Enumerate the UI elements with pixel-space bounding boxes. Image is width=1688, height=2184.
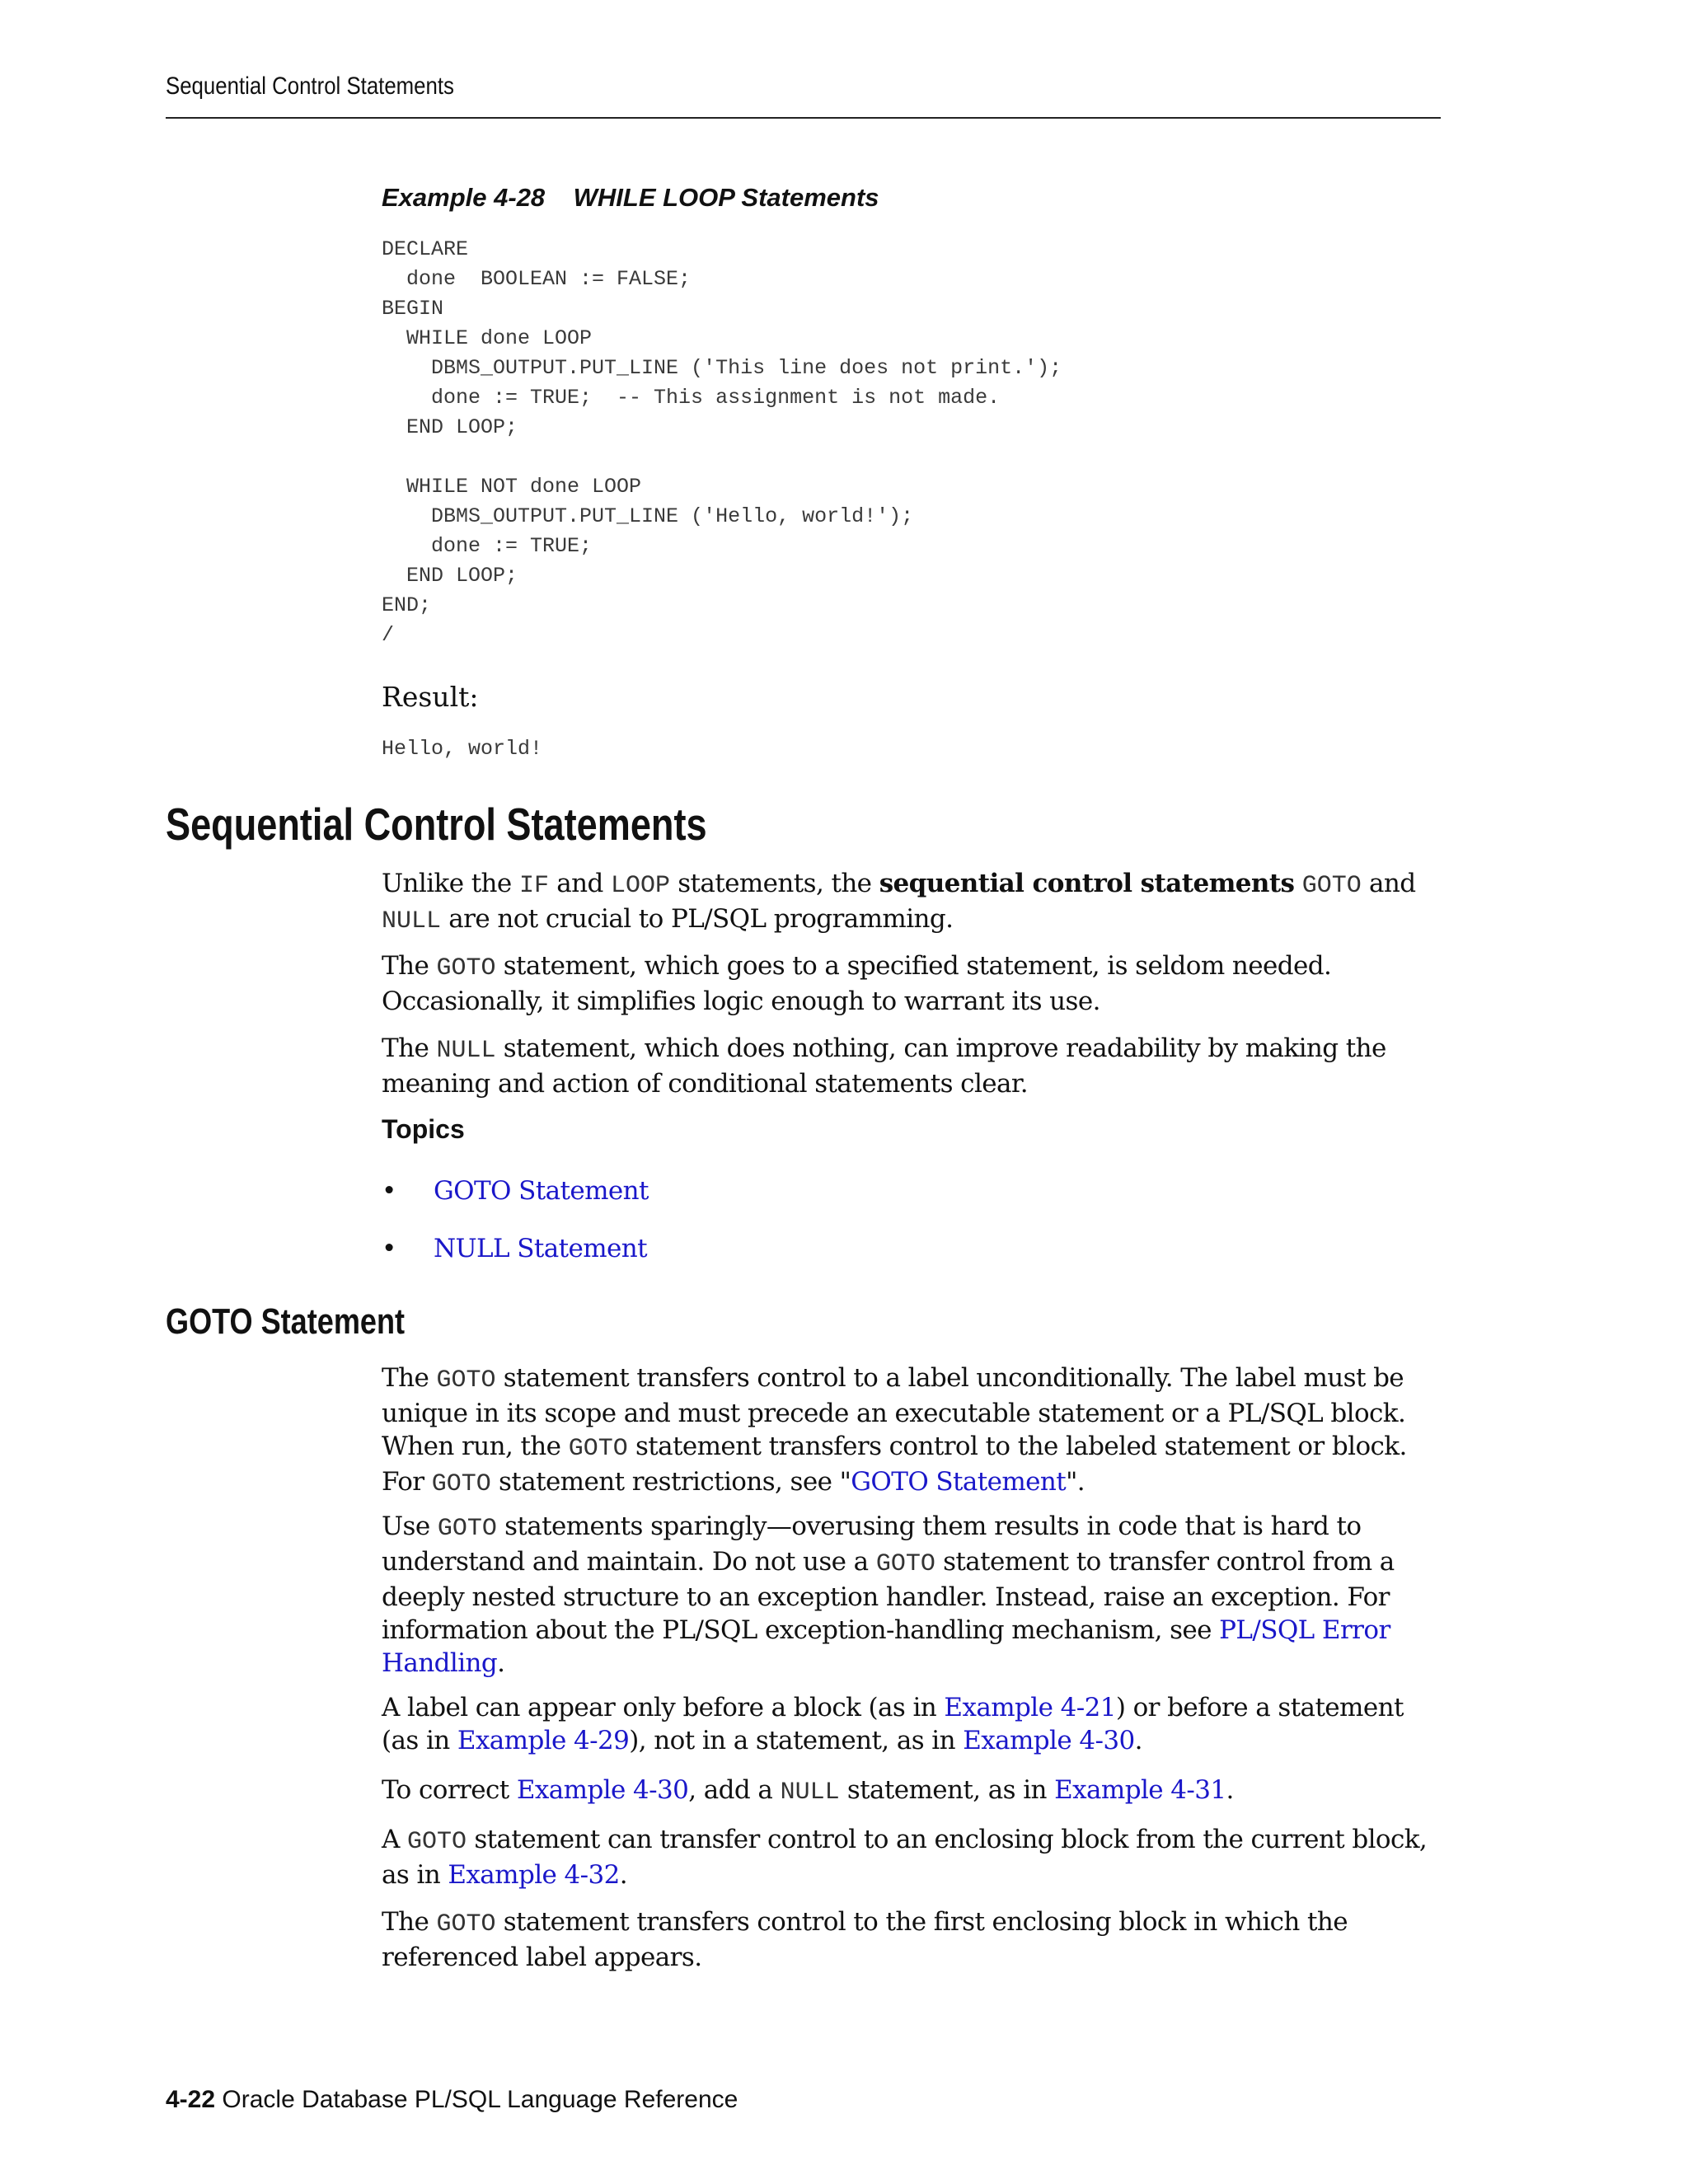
subsection-title: GOTO Statement bbox=[166, 1301, 406, 1342]
bullet-icon: • bbox=[382, 1234, 396, 1263]
topic-list-item bbox=[382, 1232, 647, 1265]
link-example-4-29[interactable]: Example 4-29 bbox=[457, 1726, 630, 1755]
section-paragraph-3: The NULL statement, which does nothing, can improve readability by making the meaning and action of conditional statements clear. bbox=[382, 1033, 1386, 1099]
link-example-4-21[interactable]: Example 4-21 bbox=[944, 1693, 1116, 1722]
running-header: Sequential Control Statements bbox=[166, 73, 454, 100]
link-example-4-30[interactable]: Example 4-30 bbox=[963, 1726, 1135, 1755]
goto-paragraph-5: A GOTO statement can transfer control to an enclosing block from the current block, as in Example 4-32. bbox=[382, 1825, 1428, 1890]
section-paragraph-2: The GOTO statement, which goes to a specified statement, is seldom needed. Occasionally, it simplifies logic enough to warrant its use. bbox=[382, 951, 1332, 1016]
topics-heading: Topics bbox=[382, 1114, 465, 1144]
link-example-4-31[interactable]: Example 4-31 bbox=[1054, 1775, 1226, 1805]
link-example-4-30[interactable]: Example 4-30 bbox=[516, 1775, 689, 1805]
result-label: Result: bbox=[382, 681, 479, 713]
link-goto-statement[interactable]: GOTO Statement bbox=[851, 1467, 1067, 1497]
goto-paragraph-4: To correct Example 4-30, add a NULL statement, as in Example 4-31. bbox=[382, 1775, 1234, 1807]
section-paragraph-1: Unlike the IF and LOOP statements, the sequential control statements GOTO and NULL are not crucial to PL/SQL programming. bbox=[382, 869, 1416, 935]
book-title: Oracle Database PL/SQL Language Reference bbox=[222, 2086, 738, 2113]
goto-paragraph-2: Use GOTO statements sparingly—overusing them results in code that is hard to understand and maintain. Do not use a GOTO statement to transfer control from a deeply nested structure to an exception handler. Instead, raise an exception. For information about the PL/SQL exception-handling mechanism, see PL/SQL Error Handling. bbox=[382, 1511, 1395, 1678]
topic-link-null-statement[interactable]: NULL Statement bbox=[434, 1234, 648, 1263]
example-caption: Example 4-28 WHILE LOOP Statements bbox=[382, 183, 879, 212]
goto-paragraph-1: The GOTO statement transfers control to a label unconditionally. The label must be unique in its scope and must precede an executable statement or a PL/SQL block. When run, the GOTO statement transfers control to the labeled statement or block. For GOTO statement restrictions, see "GOTO Statement". bbox=[382, 1363, 1407, 1498]
goto-paragraph-6: The GOTO statement transfers control to the first enclosing block in which the referenced label appears. bbox=[382, 1907, 1348, 1972]
header-divider bbox=[166, 117, 1441, 119]
code-block: DECLARE done BOOLEAN := FALSE; BEGIN WHILE done LOOP DBMS_OUTPUT.PUT_LINE ('This line does not print.'); done := TRUE; -- This assignment is not made. END LOOP; WHILE NOT done LOOP DBMS_OUTPUT.PUT_LINE ('Hello, world!'); done := TRUE; END LOOP; END; / bbox=[382, 237, 1062, 647]
topic-list-item bbox=[382, 1174, 649, 1207]
link-plsql-error-handling[interactable]: PL/SQL Error Handling bbox=[382, 1615, 1390, 1678]
result-code: Hello, world! bbox=[382, 737, 543, 761]
bullet-icon: • bbox=[382, 1176, 396, 1206]
page-number: 4-22 bbox=[166, 2086, 216, 2113]
goto-paragraph-3: A label can appear only before a block (as in Example 4-21) or before a statement (as in Example 4-29), not in a statement, as in Example 4-30. bbox=[382, 1693, 1404, 1755]
topic-link-goto-statement[interactable]: GOTO Statement bbox=[434, 1176, 649, 1206]
section-title: Sequential Control Statements bbox=[166, 799, 707, 850]
page-footer bbox=[166, 2086, 738, 2114]
link-example-4-32[interactable]: Example 4-32 bbox=[448, 1860, 620, 1890]
